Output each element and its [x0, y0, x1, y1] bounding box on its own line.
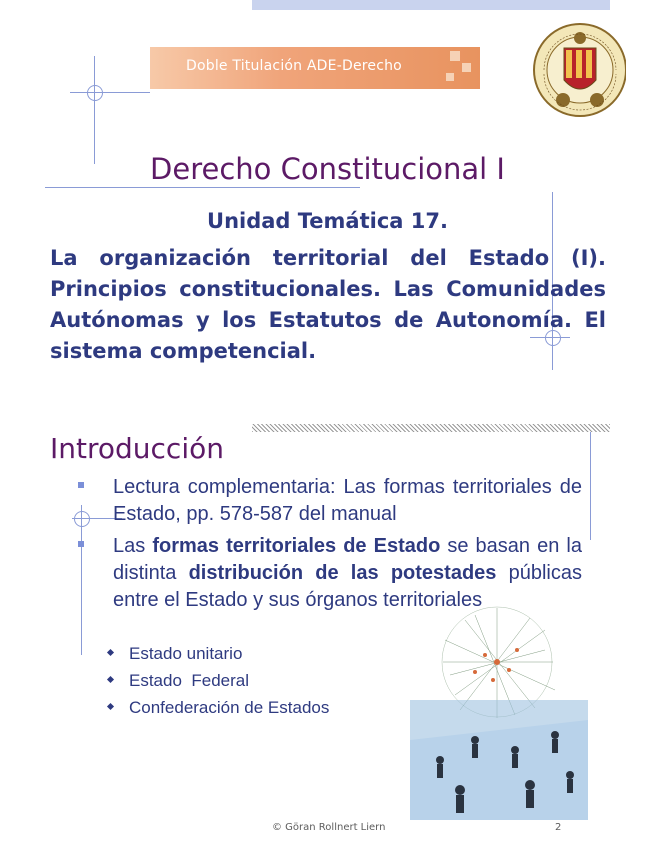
- unit-heading: Unidad Temática 17.: [207, 209, 448, 233]
- frame-line: [590, 432, 591, 540]
- section-heading: Introducción: [50, 432, 224, 465]
- frame-circle: [87, 85, 103, 101]
- diamond-bullet-icon: [107, 676, 114, 683]
- frame-line: [94, 56, 95, 164]
- bullet-text: Lectura complementaria: Las formas territoriales de Estado, pp. 578-587 del manual: [113, 476, 582, 525]
- diamond-bullet-icon: [107, 649, 114, 656]
- sub-bullet-item: Estado Federal: [108, 671, 249, 691]
- sub-bullet-item: Confederación de Estados: [108, 698, 329, 718]
- banner-text: Doble Titulación ADE-Derecho: [186, 58, 402, 74]
- university-seal-icon: [530, 8, 626, 132]
- page-title: Derecho Constitucional I: [150, 152, 505, 186]
- frame-line: [70, 92, 150, 93]
- bullet-reading: [78, 474, 582, 528]
- bullet-text: Las formas territoriales de Estado se basan en la distinta distribución de las potestades públicas entre el Estado y sus órganos territoriales: [113, 535, 582, 611]
- network-puzzle-illustration: [405, 600, 590, 828]
- puzzle-people-image: [410, 700, 588, 820]
- section-divider: [252, 424, 610, 432]
- footer-copyright: © Göran Rollnert Liern: [272, 822, 386, 833]
- unit-description: La organización territorial del Estado (I). Principios constitucionales. Las Comunidades Autónomas y los Estatutos de Autonomía. El sistema competencial.: [50, 246, 606, 363]
- frame-line: [45, 187, 360, 188]
- sub-bullet-item: Estado unitario: [108, 644, 242, 664]
- page-number: 2: [555, 822, 562, 833]
- diamond-bullet-icon: [107, 703, 114, 710]
